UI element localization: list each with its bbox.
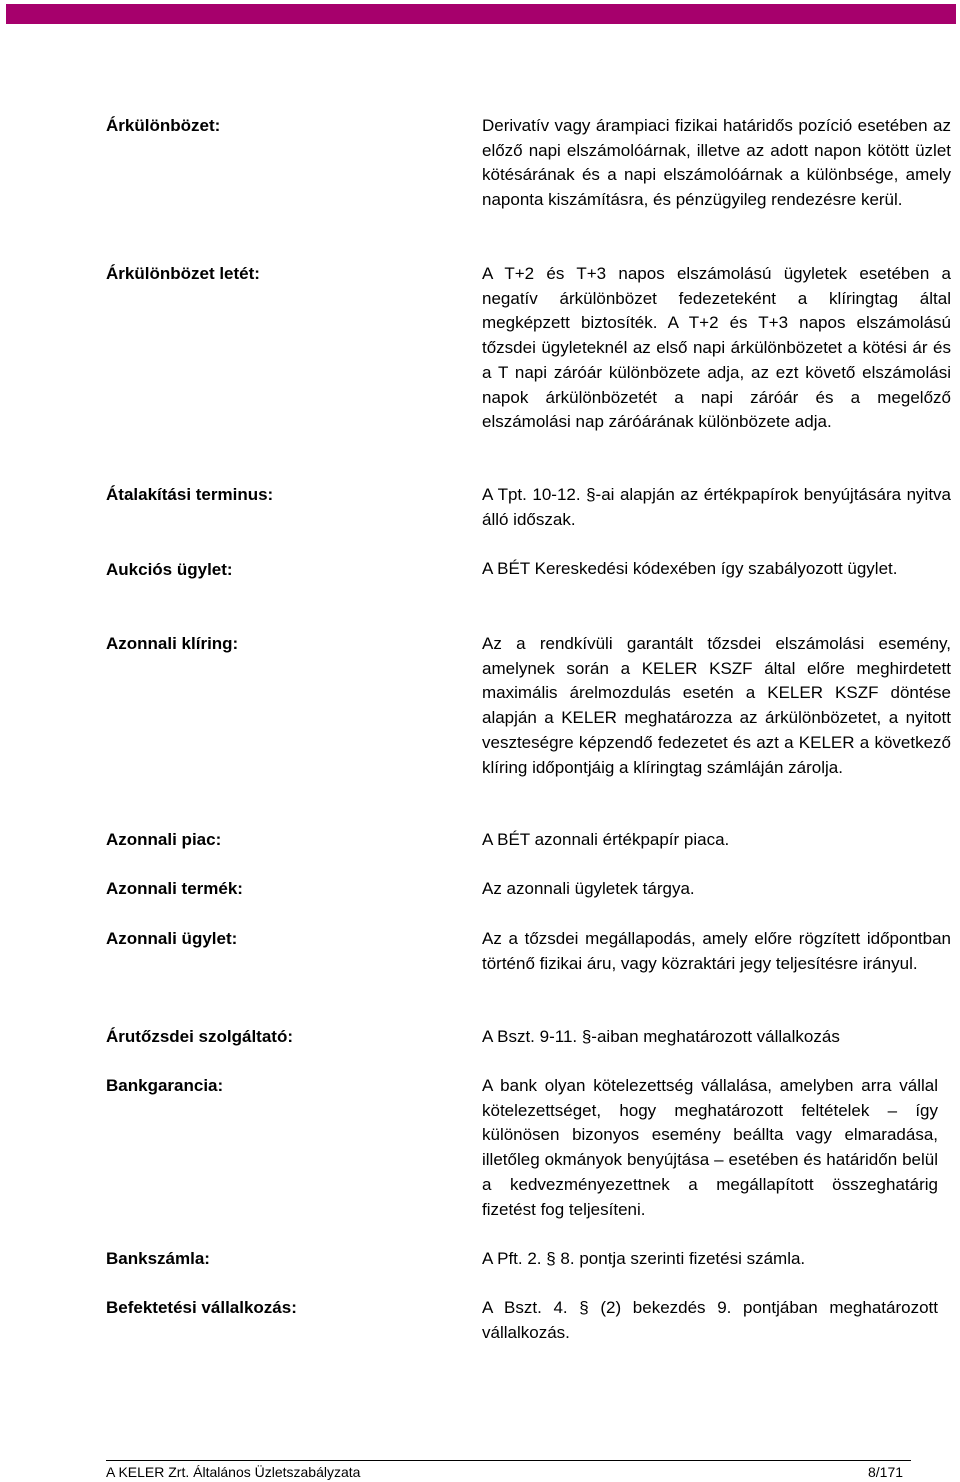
- header-bar: [6, 4, 956, 24]
- glossary-definition: A bank olyan kötelezettség vállalása, amelyben arra vállal kötelezettséget, hogy meghatározott feltételek – így különösen bizonyos esemény beállta vagy elmaradása, illetőleg okmányok benyújtása – esetében és határidőn belül a kedvezményezettnek a megállapított összeghatárig fizetést fog teljesíteni.: [482, 1076, 938, 1219]
- glossary-definition: Az a tőzsdei megállapodás, amely előre rögzített időpontban történő fizikai áru, vagy közraktári jegy teljesítésre irányul.: [482, 929, 951, 973]
- glossary-term: Árutőzsdei szolgáltató:: [106, 1027, 294, 1046]
- glossary-term: Átalakítási terminus:: [106, 485, 274, 504]
- glossary-definition: A BÉT Kereskedési kódexében így szabályozott ügylet.: [482, 559, 898, 578]
- glossary-term: Bankgarancia:: [106, 1076, 224, 1095]
- glossary-term: Befektetési vállalkozás:: [106, 1298, 297, 1317]
- glossary-definition: A T+2 és T+3 napos elszámolású ügyletek esetében a negatív árkülönbözet fedezeteként a klíringtag által megképzett biztosíték. A T+2 és T+3 napos elszámolású tőzsdei ügyleteknél az első napi árkülönbözetet a kötési ár és a T napi záróár különbözete adja, az ezt követő elszámolási napok árkülönbözetét a napi záróár és a megelőző elszámolási nap záróárának különbözete adja.: [482, 264, 951, 432]
- glossary-definition: A Tpt. 10-12. §-ai alapján az értékpapírok benyújtására nyitva álló időszak.: [482, 485, 951, 529]
- glossary-term: Árkülönbözet letét:: [106, 264, 260, 283]
- footer-document-title: A KELER Zrt. Általános Üzletszabályzata: [106, 1464, 361, 1480]
- glossary-definition: Az azonnali ügyletek tárgya.: [482, 879, 695, 898]
- glossary-term: Azonnali ügylet:: [106, 929, 238, 948]
- glossary-definition: Derivatív vagy árampiaci fizikai határidős pozíció esetében az előző napi elszámolóárnak, illetve az adott napon kötött üzlet kötésárának és a napi elszámolóárnak a különbsége, amely naponta kiszámításra, és pénzügyileg rendezésre kerül.: [482, 116, 951, 210]
- glossary-definition: A Pft. 2. § 8. pontja szerinti fizetési számla.: [482, 1249, 806, 1268]
- glossary-term: Aukciós ügylet:: [106, 560, 233, 579]
- glossary-term: Bankszámla:: [106, 1249, 210, 1268]
- footer-divider: [106, 1460, 911, 1461]
- glossary-definition: A Bszt. 4. § (2) bekezdés 9. pontjában meghatározott vállalkozás.: [482, 1298, 938, 1342]
- glossary-term: Azonnali klíring:: [106, 634, 239, 653]
- glossary-term: Azonnali termék:: [106, 879, 243, 898]
- glossary-definition: A BÉT azonnali értékpapír piaca.: [482, 830, 730, 849]
- glossary-definition: Az a rendkívüli garantált tőzsdei elszámolási esemény, amelynek során a KELER KSZF által előre meghirdetett maximális árelmozdulás esetén a KELER KSZF döntése alapján a KELER meghatározza az árkülönbözetet, a nyitott veszteségre képzendő fedezetet és azt a KELER a következő klíring időpontjáig a klíringtag számláján zárolja.: [482, 634, 951, 777]
- glossary-term: Azonnali piac:: [106, 830, 222, 849]
- glossary-definition: A Bszt. 9-11. §-aiban meghatározott vállalkozás: [482, 1027, 840, 1046]
- glossary-term: Árkülönbözet:: [106, 116, 221, 135]
- footer-page-number: 8/171: [868, 1464, 904, 1480]
